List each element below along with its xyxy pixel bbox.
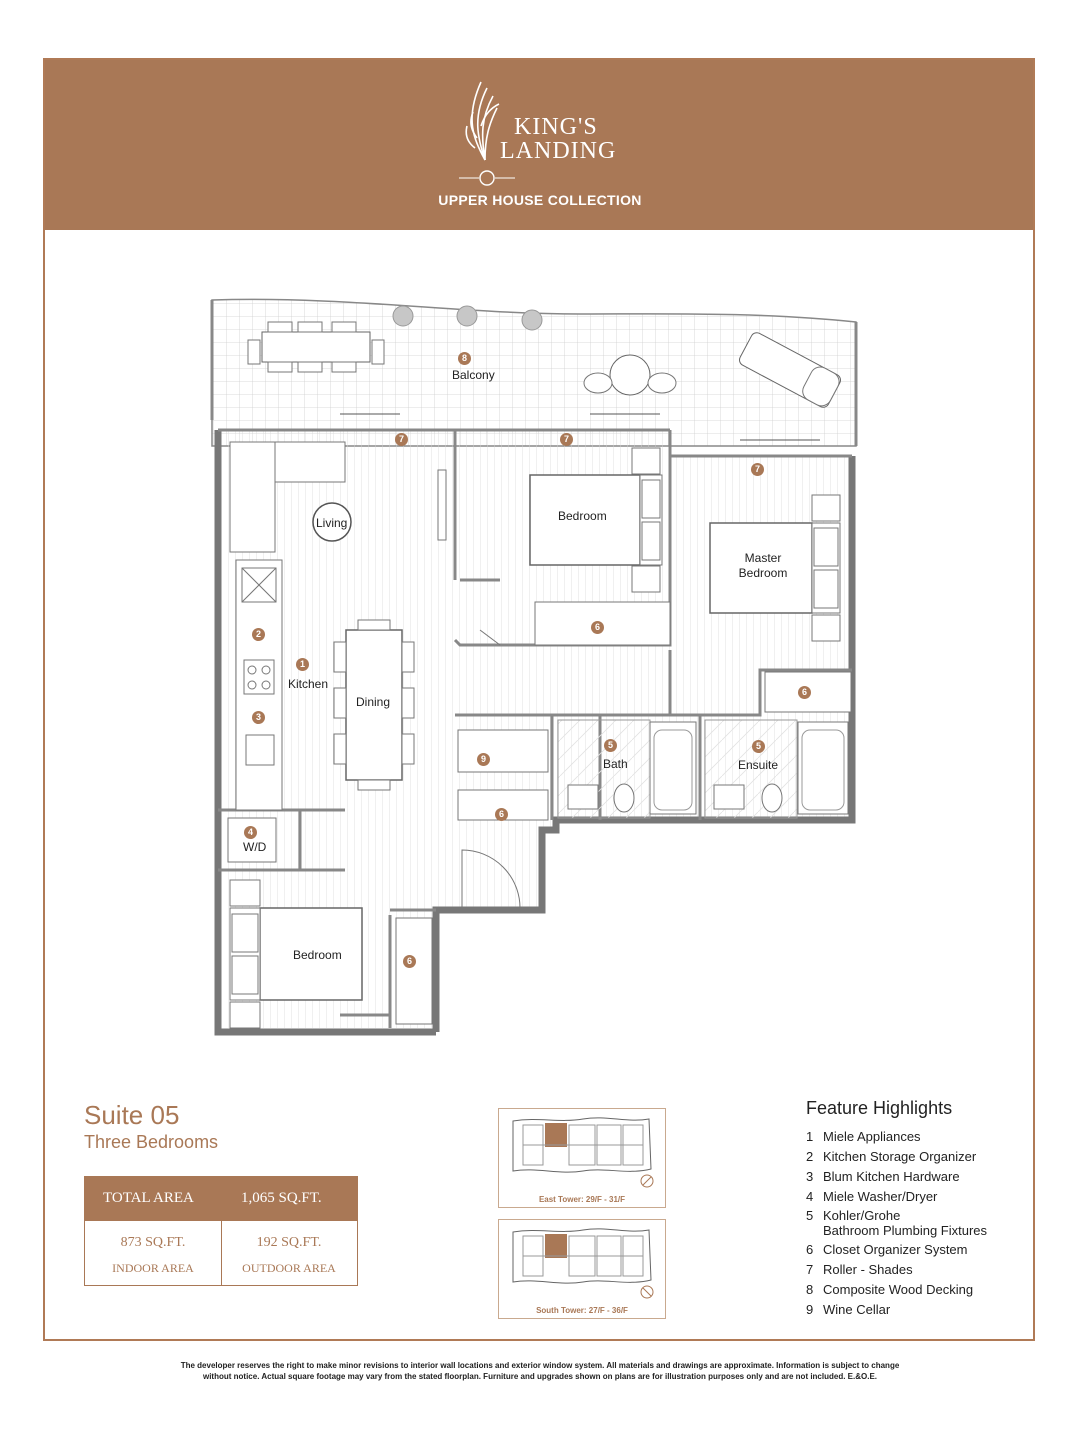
feature-marker: 6 xyxy=(591,621,604,634)
room-label-kitchen: Kitchen xyxy=(288,677,329,691)
outdoor-area-value: 192 SQ.FT. xyxy=(256,1235,322,1250)
keyplan-caption: South Tower: 27/F - 36/F xyxy=(536,1306,628,1315)
feature-marker: 1 xyxy=(296,658,309,671)
feature-marker: 3 xyxy=(252,711,265,724)
feature-item: 7 Roller - Shades xyxy=(806,1262,913,1277)
area-table-header xyxy=(85,1177,357,1221)
keyplan-south-tower xyxy=(498,1219,666,1319)
room-label-balcony: Balcony xyxy=(452,368,495,382)
room-label-master-bedroom: Master Bedroom xyxy=(738,551,788,580)
keyplan-caption: East Tower: 29/F - 31/F xyxy=(538,1195,626,1204)
feature-item: 9 Wine Cellar xyxy=(806,1302,891,1317)
feature-marker: 5 xyxy=(752,740,765,753)
indoor-area-value: 873 SQ.FT. xyxy=(120,1235,186,1250)
feature-marker: 5 xyxy=(604,739,617,752)
room-label-bedroom-bottom: Bedroom xyxy=(293,948,342,962)
feather-logo-icon xyxy=(455,78,515,188)
feature-marker: 8 xyxy=(458,352,471,365)
room-label-dining: Dining xyxy=(356,695,391,709)
feature-item: 2 Kitchen Storage Organizer xyxy=(806,1149,977,1164)
feature-marker: 6 xyxy=(495,808,508,821)
indoor-area-label: INDOOR AREA xyxy=(112,1261,194,1275)
room-label-ensuite: Ensuite xyxy=(738,758,779,772)
collection-title: UPPER HOUSE COLLECTION xyxy=(438,192,642,208)
brand-line-1: KING'S xyxy=(514,114,598,140)
features-title: Feature Highlights xyxy=(806,1098,953,1118)
feature-marker: 6 xyxy=(798,686,811,699)
room-label-bedroom-top: Bedroom xyxy=(558,509,607,523)
feature-marker: 7 xyxy=(751,463,764,476)
feature-item: 5 Kohler/Grohe Bathroom Plumbing Fixtures xyxy=(806,1208,988,1238)
feature-marker: 4 xyxy=(244,826,257,839)
suite-subtitle: Three Bedrooms xyxy=(84,1132,219,1152)
total-area-label: TOTAL AREA xyxy=(103,1190,194,1206)
room-label-wd: W/D xyxy=(243,840,267,854)
tower-keyplan-icon xyxy=(499,1220,665,1306)
room-label-bath: Bath xyxy=(603,757,628,771)
suite-title: Suite 05 xyxy=(84,1100,180,1130)
disclaimer xyxy=(120,1360,960,1382)
outdoor-area-label: OUTDOOR AREA xyxy=(242,1261,336,1275)
disclaimer-line-1: The developer reserves the right to make minor revisions to interior wall locations and exterior window system. All materials and drawings are approximate. Information is subject to change xyxy=(180,1361,900,1370)
feature-marker: 7 xyxy=(560,433,573,446)
feature-item: 1 Miele Appliances xyxy=(806,1129,921,1144)
area-table xyxy=(84,1176,358,1286)
feature-item: 8 Composite Wood Decking xyxy=(806,1282,974,1297)
total-area-value: 1,065 SQ.FT. xyxy=(241,1190,322,1206)
keyplan-east-tower xyxy=(498,1108,666,1208)
feature-item: 4 Miele Washer/Dryer xyxy=(806,1189,938,1204)
feature-item: 3 Blum Kitchen Hardware xyxy=(806,1169,960,1184)
feature-marker: 2 xyxy=(252,628,265,641)
room-label-living: Living xyxy=(316,516,348,530)
feature-item: 6 Closet Organizer System xyxy=(806,1242,968,1257)
brand-line-2: LANDING xyxy=(500,138,617,164)
feature-marker: 6 xyxy=(403,955,416,968)
tower-keyplan-icon xyxy=(499,1109,665,1195)
feature-marker: 7 xyxy=(395,433,408,446)
feature-marker: 9 xyxy=(477,753,490,766)
disclaimer-line-2: without notice. Actual square footage may vary from the stated floorplan. Furniture and upgrades shown on plans are for illustration purposes only and are not included. E.&O.E. xyxy=(202,1372,877,1381)
